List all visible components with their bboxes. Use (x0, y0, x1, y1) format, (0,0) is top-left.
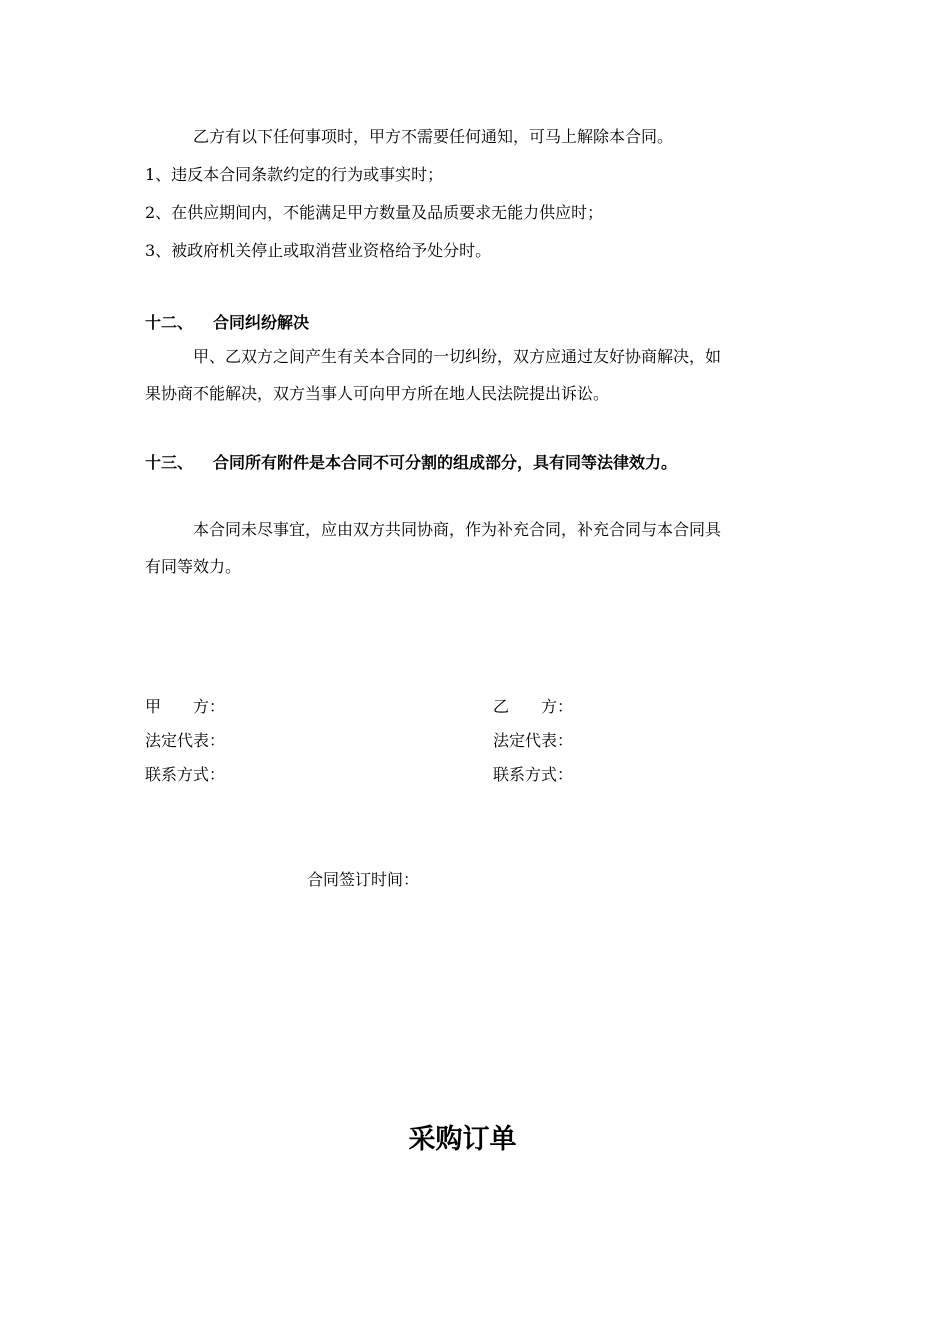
termination-item-2: 2、在供应期间内，不能满足甲方数量及品质要求无能力供应时； (145, 203, 604, 222)
section-13-title: 合同所有附件是本合同不可分割的组成部分，具有同等法律效力。 (213, 453, 678, 472)
party-a-contact-label: 联系方式： (145, 765, 226, 784)
party-b-label: 乙 方： (493, 697, 574, 716)
termination-item-3: 3、被政府机关停止或取消营业资格给予处分时。 (145, 241, 492, 260)
section-13-paragraph-line-2: 有同等效力。 (145, 557, 242, 576)
section-12-heading (145, 313, 309, 333)
sign-date-label: 合同签订时间： (307, 870, 420, 889)
party-b-legal-rep-label: 法定代表： (493, 731, 574, 750)
section-12-paragraph-line-2: 果协商不能解决，双方当事人可向甲方所在地人民法院提出诉讼。 (145, 384, 610, 403)
section-12-paragraph-line-1: 甲、乙双方之间产生有关本合同的一切纠纷，双方应通过友好协商解决，如 (193, 347, 722, 366)
termination-item-1: 1、违反本合同条款约定的行为或事实时； (145, 165, 444, 184)
section-12-title: 合同纠纷解决 (213, 313, 310, 332)
section-13-number: 十三、 (145, 453, 194, 472)
section-13-paragraph-line-1: 本合同未尽事宜，应由双方共同协商，作为补充合同，补充合同与本合同具 (193, 520, 722, 539)
section-12-number: 十二、 (145, 313, 194, 332)
termination-intro: 乙方有以下任何事项时，甲方不需要任何通知，可马上解除本合同。 (193, 127, 674, 146)
party-b-contact-label: 联系方式： (493, 765, 574, 784)
party-a-label: 甲 方： (145, 697, 226, 716)
section-13-heading (145, 453, 677, 473)
purchase-order-title: 采购订单 (408, 1124, 517, 1155)
party-a-legal-rep-label: 法定代表： (145, 731, 226, 750)
